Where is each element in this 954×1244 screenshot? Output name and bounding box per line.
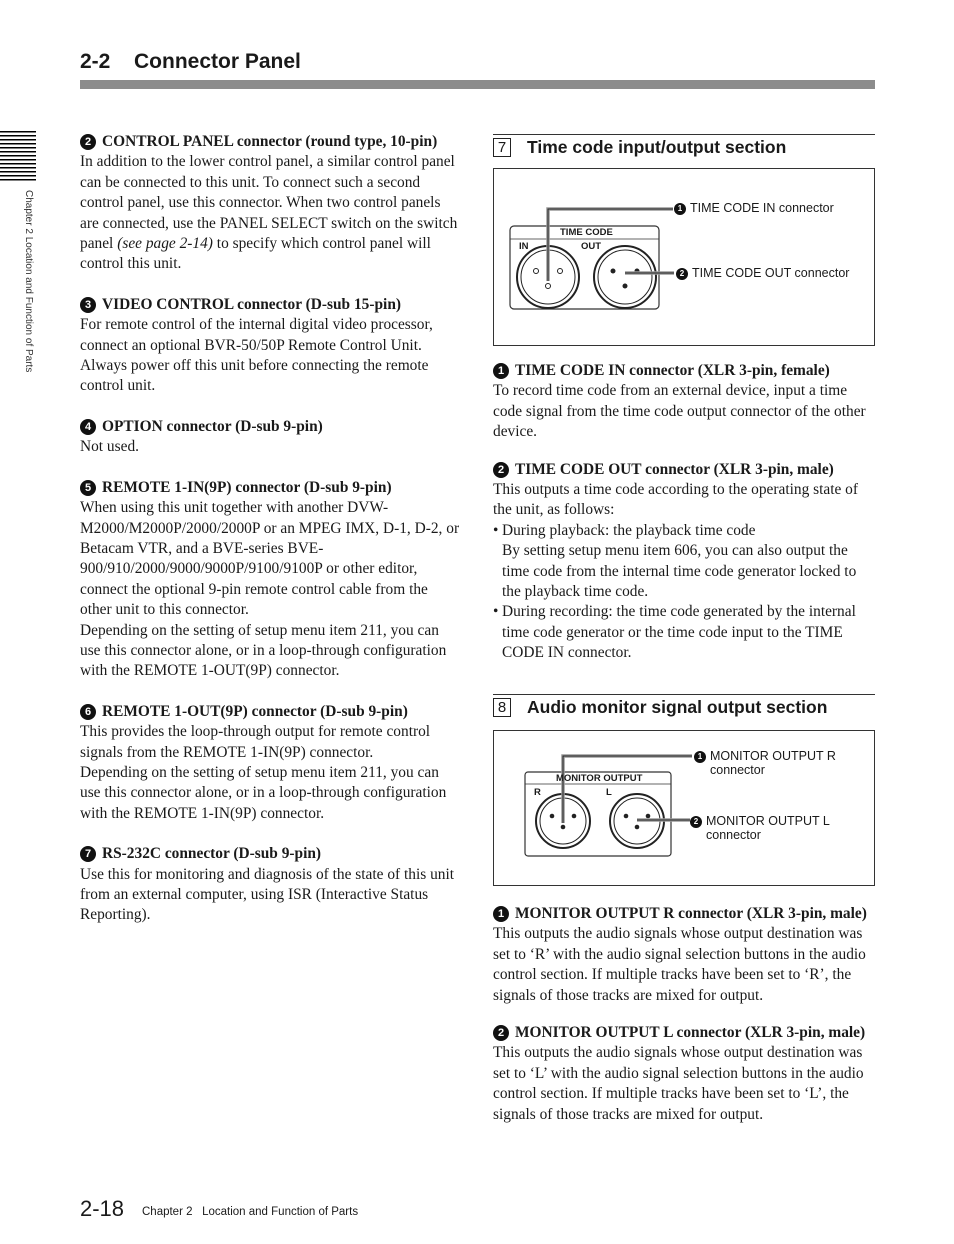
title-rule xyxy=(80,80,875,89)
footer-chapter-label: Chapter 2 Location and Function of Parts xyxy=(142,1206,359,1218)
timecode-entries xyxy=(493,361,876,684)
number-badge: 7 xyxy=(80,846,96,862)
connector-pin xyxy=(623,284,628,289)
page-number: 2-18 xyxy=(80,1196,125,1221)
entry-title: MONITOR OUTPUT R connector (XLR 3-pin, male) xyxy=(515,905,867,922)
callout-text: TIME CODE OUT connector xyxy=(692,266,850,280)
entry-title: CONTROL PANEL connector (round type, 10-pin) xyxy=(102,133,438,150)
entry-text: to specify which control panel will control this unit. xyxy=(80,235,431,273)
number-badge: 2 xyxy=(493,1025,509,1041)
entry-option xyxy=(80,417,463,458)
out-label: OUT xyxy=(581,241,602,252)
callout-monitor-r xyxy=(694,749,836,777)
section-title: Connector Panel xyxy=(134,50,301,73)
connector-pin xyxy=(611,269,616,274)
page-reference: (see page 2-14) xyxy=(117,235,213,253)
entry-text: Depending on the setting of setup menu item 211, you can use this connector alone, or in a loop-through configuration with the REMOTE 1-IN(9P) connector. xyxy=(80,763,447,822)
connector-pin xyxy=(550,814,555,819)
entry-text: Always power off this unit before connecting the remote control unit. xyxy=(80,357,429,395)
entry-title: REMOTE 1-IN(9P) connector (D-sub 9-pin) xyxy=(102,478,392,496)
number-badge: 1 xyxy=(493,363,509,379)
entry-title: REMOTE 1-OUT(9P) connector (D-sub 9-pin) xyxy=(102,702,408,720)
callout-timecode-out xyxy=(676,266,849,280)
entry-text: For remote control of the internal digital video processor, connect an optional BVR-50/50P Remote Control Unit. xyxy=(80,316,433,354)
l-label: L xyxy=(606,787,612,798)
side-chapter-label: Chapter 2 Location and Function of Parts xyxy=(23,190,34,373)
number-badge: 2 xyxy=(80,134,96,150)
audio-section-heading xyxy=(493,694,875,718)
entry-title: TIME CODE OUT connector (XLR 3-pin, male) xyxy=(515,460,834,478)
panel-label: TIME CODE xyxy=(560,227,613,238)
callout-monitor-l xyxy=(690,814,830,842)
entry-text: This outputs the audio signals whose output destination was set to ‘R’ with the audio signal selection buttons in the audio control section. If multiple tracks have been set to ‘R’, the signals of those tracks are mixed for output. xyxy=(493,925,866,1004)
entry-title: MONITOR OUTPUT L connector (XLR 3-pin, male) xyxy=(515,1024,866,1042)
callout-text: TIME CODE IN connector xyxy=(690,201,834,215)
timecode-connector-diagram xyxy=(494,169,874,345)
number-badge: 2 xyxy=(493,462,509,478)
entry-text: Use this for monitoring and diagnosis of the state of this unit from an external computer, using ISR (Interactive Status Reporting). xyxy=(80,865,455,924)
audio-entries xyxy=(493,904,876,1145)
chapter-tab-marker xyxy=(0,131,36,181)
number-badge: 3 xyxy=(80,297,96,313)
entry-remote-out xyxy=(80,702,463,824)
connector-pin xyxy=(572,814,577,819)
audio-figure xyxy=(493,730,875,886)
connector-pin xyxy=(561,825,566,830)
section-number: 2-2 xyxy=(80,50,111,73)
page-title xyxy=(80,50,301,74)
entry-monitor-r xyxy=(493,904,876,1006)
bullet-text: During recording: the time code generated by the internal time code generator or the time code input to the TIME CODE IN connector. xyxy=(502,603,856,662)
number-badge: 1 xyxy=(493,906,509,922)
entry-title: VIDEO CONTROL connector (D-sub 15-pin) xyxy=(102,295,402,313)
entry-text: When using this unit together with another DVW-M2000/M2000P/2000/2000P or an MPEG IMX, D-1, D-2, or Betacam VTR, and a BVE-series BVE-900/910/2000/9000/9000P/9100/9100P or other editor, connect the optional 9-pin remote control cable from the other unit to this connector. xyxy=(80,499,460,619)
entry-text: This outputs the audio signals whose output destination was set to ‘L’ with the audio signal selection buttons in the audio control section. If multiple tracks have been set to ‘L’, the signals of those tracks are mixed for output. xyxy=(493,1044,864,1123)
subsection-title: Audio monitor signal output section xyxy=(527,697,828,717)
number-badge: 2 xyxy=(690,816,702,828)
callout-timecode-in xyxy=(674,201,834,215)
callout-text: connector xyxy=(710,763,765,777)
left-column xyxy=(80,132,463,946)
timecode-figure xyxy=(493,168,875,346)
number-badge: 6 xyxy=(80,704,96,720)
entry-rs232c xyxy=(80,844,463,926)
entry-title: TIME CODE IN connector (XLR 3-pin, female) xyxy=(515,362,830,379)
number-badge: 4 xyxy=(80,419,96,435)
callout-text: MONITOR OUTPUT R xyxy=(710,749,836,763)
bullet-item: • During playback: the playback time code By setting setup menu item 606, you can also output the time code from the internal time code generator locked to the playback time code. xyxy=(493,521,876,603)
connector-pin xyxy=(624,814,629,819)
entry-text: This outputs a time code according to the operating state of the unit, as follows: xyxy=(493,481,858,519)
callout-text: connector xyxy=(706,828,761,842)
section-number-box: 7 xyxy=(493,138,511,157)
number-badge: 5 xyxy=(80,480,96,496)
connector-pin xyxy=(635,825,640,830)
entry-timecode-in xyxy=(493,361,876,443)
connector-pin xyxy=(646,814,651,819)
entry-video-control xyxy=(80,295,463,397)
entry-text: Depending on the setting of setup menu item 211, you can use this connector alone, or in a loop-through configuration with the REMOTE 1-OUT(9P) connector. xyxy=(80,621,447,680)
timecode-out-connector xyxy=(594,246,656,308)
bullet-text: During playback: the playback time code xyxy=(502,521,756,539)
entry-timecode-out xyxy=(493,460,876,664)
bullet-item: • During recording: the time code generated by the internal time code generator or the time code input to the TIME CODE IN connector. xyxy=(493,602,876,663)
section-number-box: 8 xyxy=(493,698,511,717)
bullet-detail: By setting setup menu item 606, you can also output the time code from the internal time code generator locked to the playback time code. xyxy=(502,542,857,601)
in-label: IN xyxy=(519,241,529,252)
timecode-section-heading xyxy=(493,134,875,158)
r-label: R xyxy=(534,787,541,798)
number-badge: 1 xyxy=(674,203,686,215)
entry-title: OPTION connector (D-sub 9-pin) xyxy=(102,417,323,435)
entry-title: RS-232C connector (D-sub 9-pin) xyxy=(102,845,322,863)
panel-label: MONITOR OUTPUT xyxy=(556,773,643,784)
callout-text: MONITOR OUTPUT L xyxy=(706,814,830,828)
entry-monitor-l xyxy=(493,1023,876,1125)
entry-text: In addition to the lower control panel, a similar control panel can be connected to this unit. To connect such a second control panel, use this connector. When two control panels are connected, use the PANEL SELECT switch on the switch panel xyxy=(80,153,458,253)
number-badge: 2 xyxy=(676,268,688,280)
entry-remote-in xyxy=(80,478,463,682)
entry-text: Not used. xyxy=(80,438,139,456)
number-badge: 1 xyxy=(694,751,706,763)
entry-control-panel xyxy=(80,132,463,275)
subsection-title: Time code input/output section xyxy=(527,137,787,157)
entry-text: This provides the loop-through output for remote control signals from the REMOTE 1-IN(9P) connector. xyxy=(80,723,431,761)
entry-text: To record time code from an external device, input a time code signal from the time code output connector of the other device. xyxy=(493,382,866,441)
